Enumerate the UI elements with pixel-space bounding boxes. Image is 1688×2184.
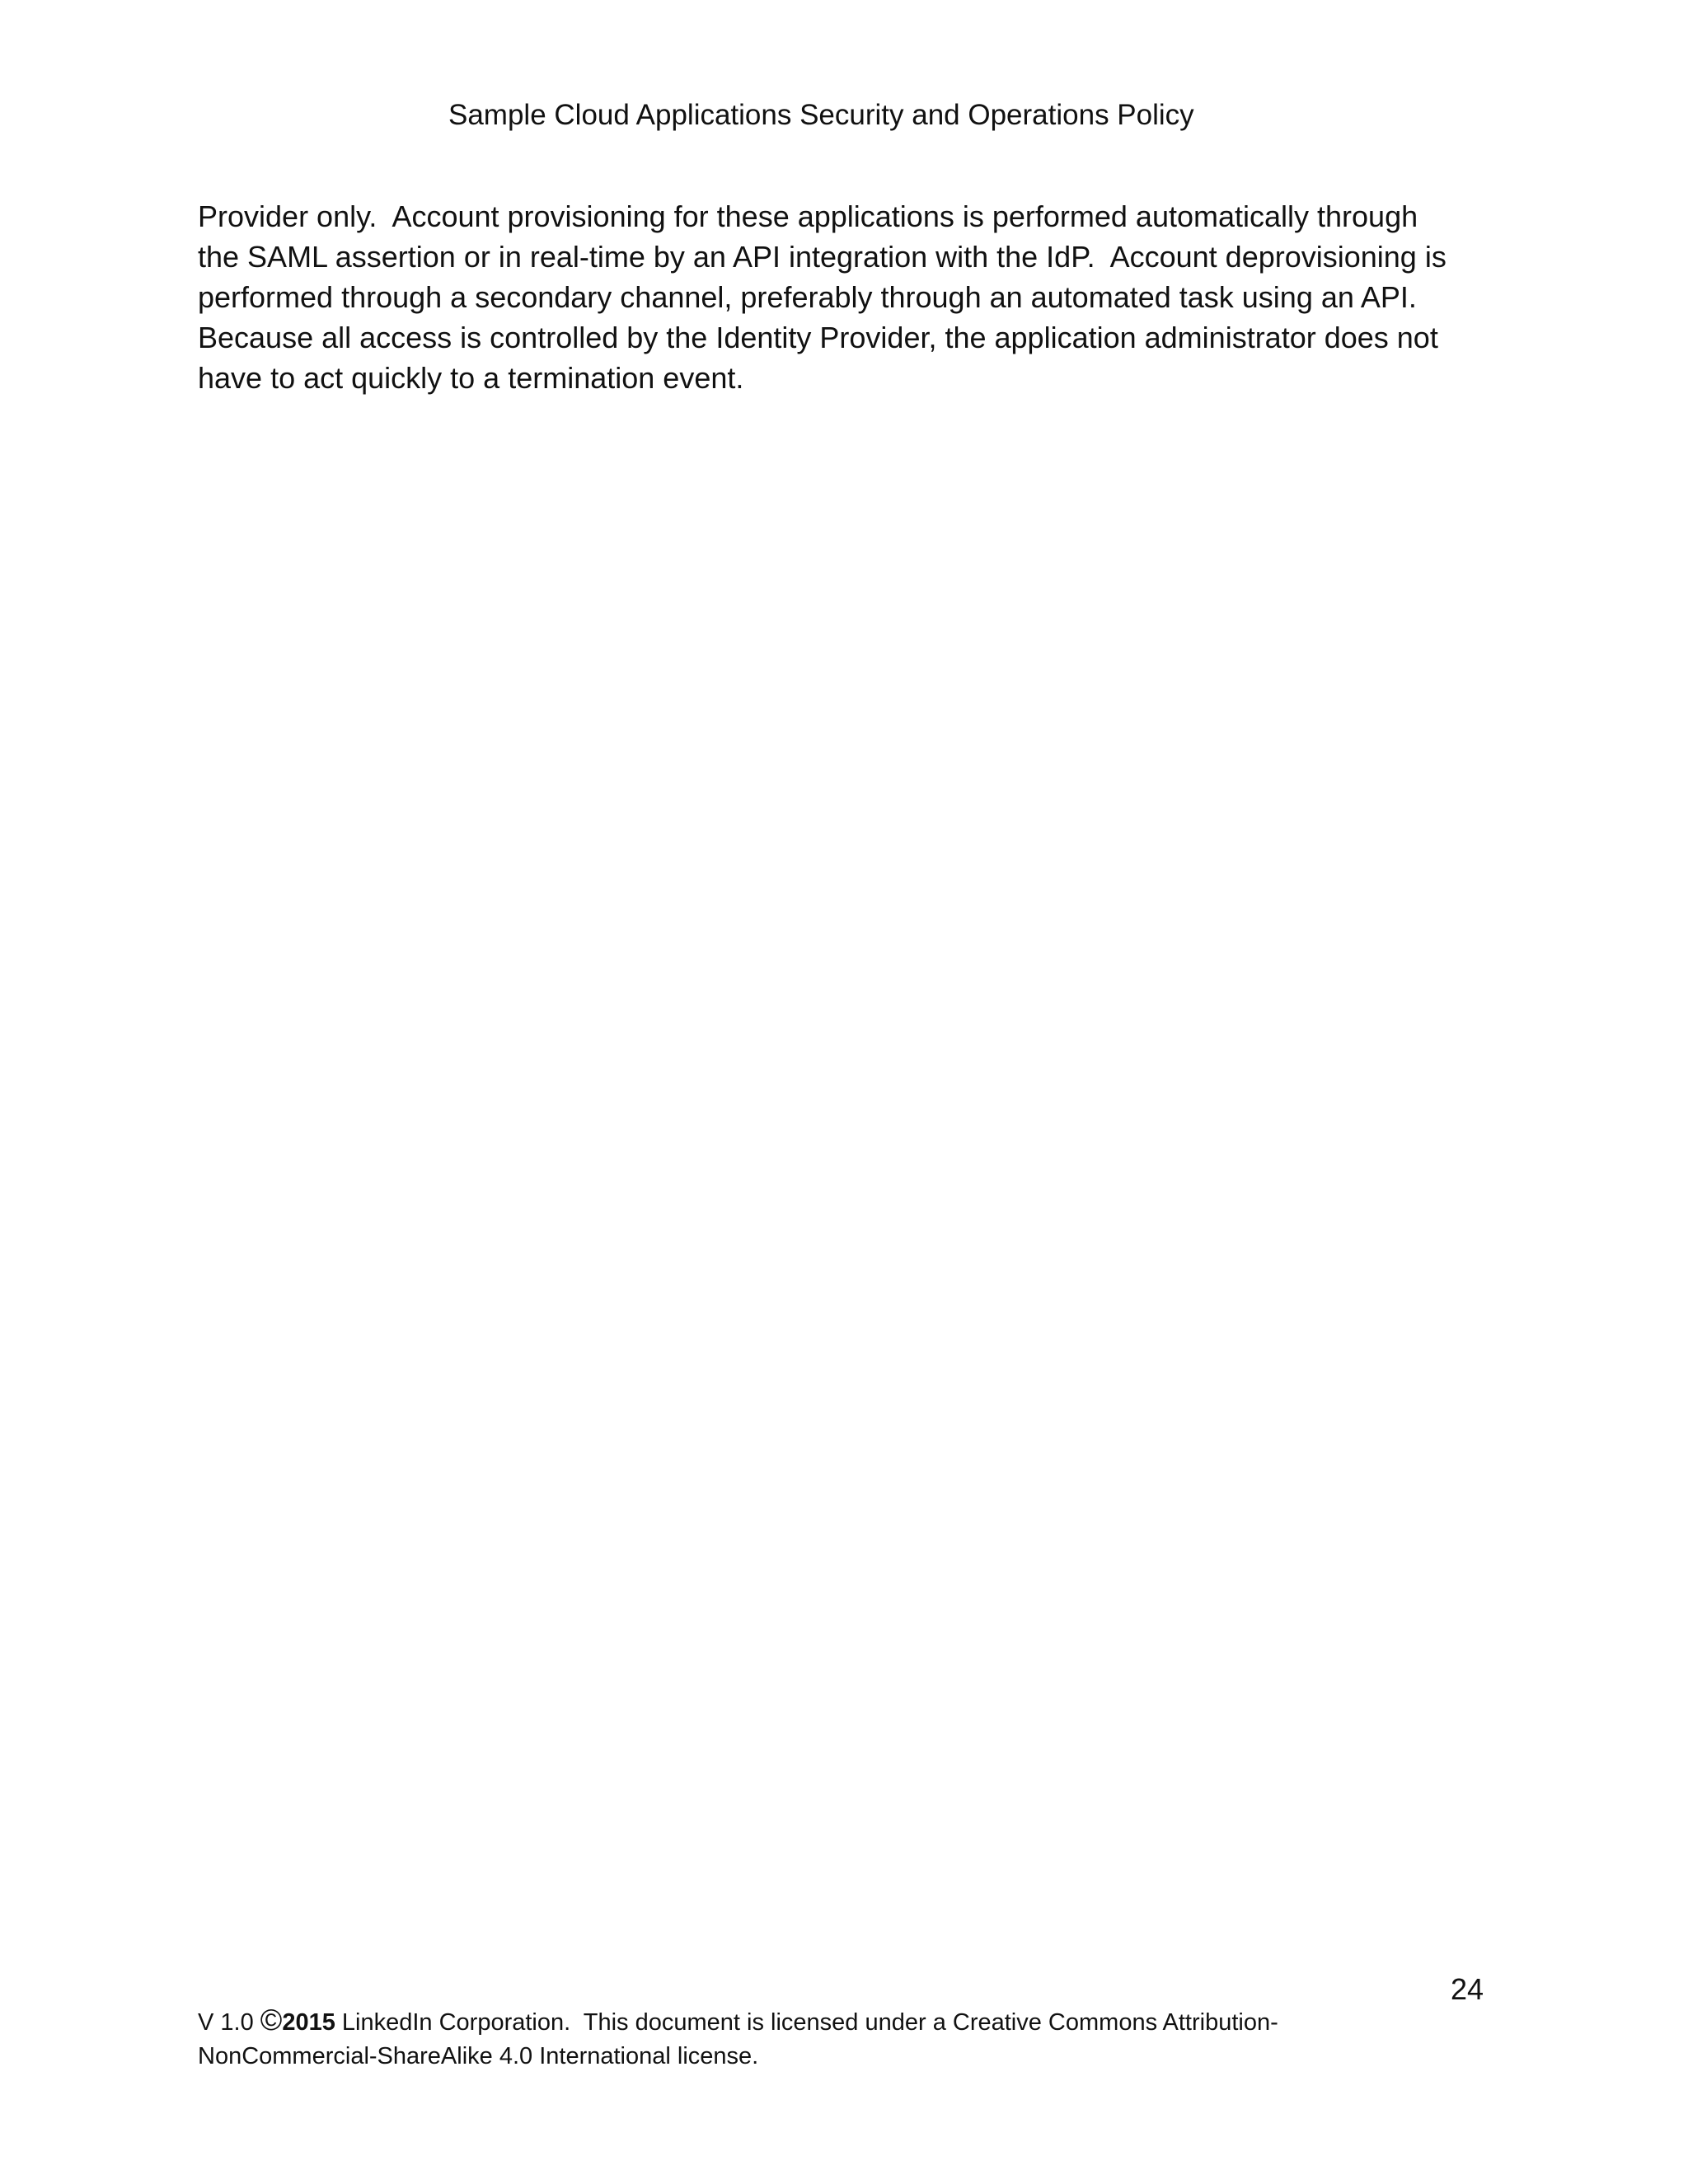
page-number: 24 (1450, 1972, 1484, 2006)
body-line-4: Because all access is controlled by the Identity Provider, the application administrator does not (198, 321, 1438, 354)
footer-license-text: LinkedIn Corporation. This document is licensed under a Creative Commons Attribution- (335, 2009, 1278, 2036)
body-line-1: Provider only. Account provisioning for these applications is performed automatically through (198, 199, 1418, 233)
footer-license (198, 2003, 1434, 2074)
copyright-icon: © (260, 2003, 283, 2036)
footer-line-2: NonCommercial-ShareAlike 4.0 International license. (198, 2043, 759, 2069)
footer-line-1 (198, 2003, 1434, 2040)
running-header: Sample Cloud Applications Security and Operations Policy (448, 99, 1194, 131)
body-line-3: performed through a secondary channel, preferably through an automated task using an API. (198, 280, 1417, 314)
footer-version: V 1.0 (198, 2009, 260, 2036)
footer-year: 2015 (282, 2009, 335, 2036)
body-paragraph (198, 196, 1500, 398)
body-line-5: have to act quickly to a termination event. (198, 361, 744, 395)
body-line-2: the SAML assertion or in real-time by an API integration with the IdP. Account deprovisioning is (198, 240, 1447, 274)
